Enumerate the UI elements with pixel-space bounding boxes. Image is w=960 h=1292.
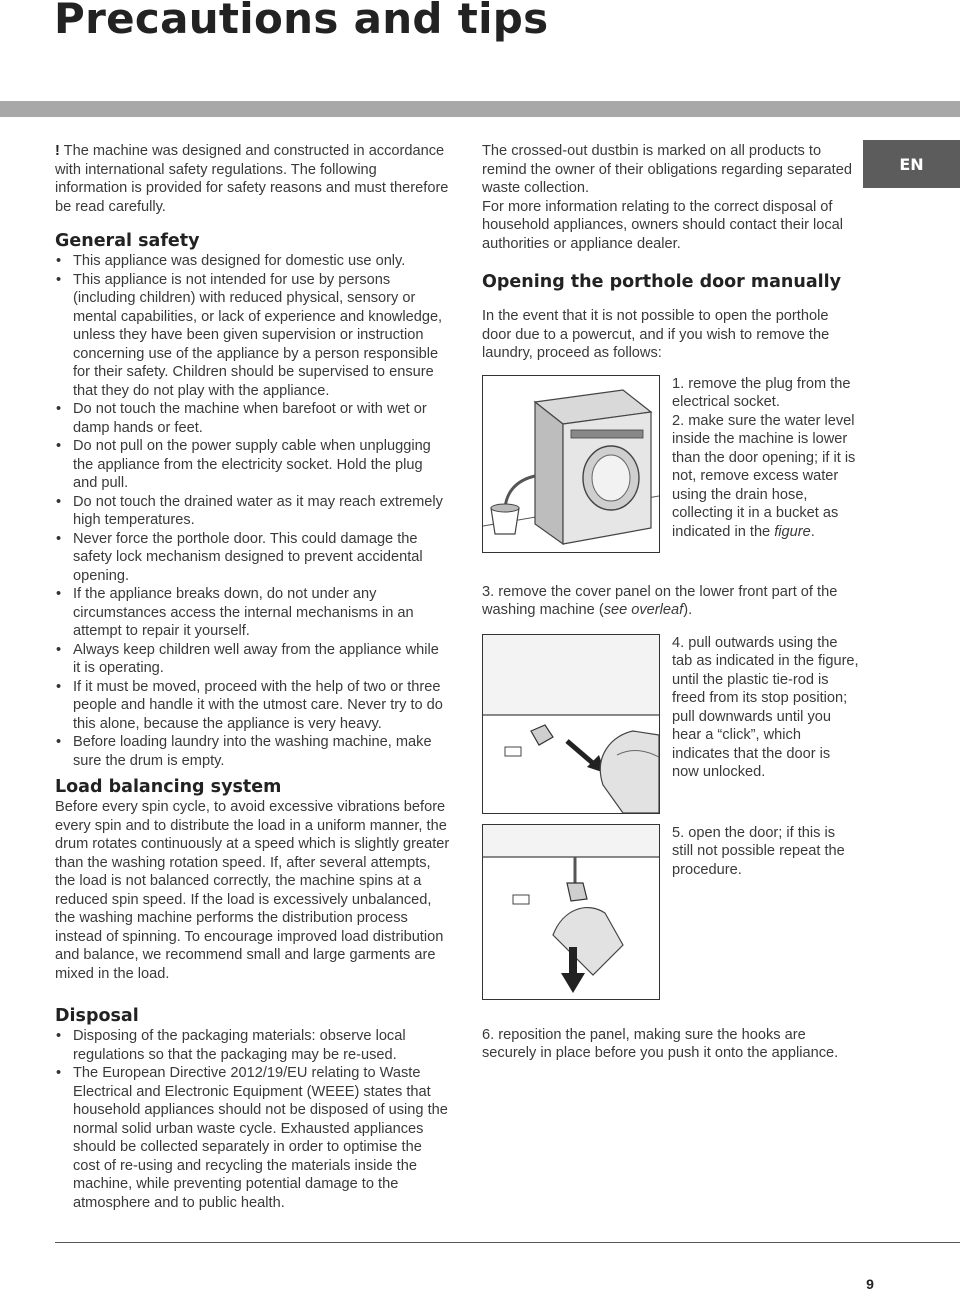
- more-info-paragraph: For more information relating to the correct disposal of household appliances, owners should contact their local authorities or appliance dealer.: [482, 198, 844, 252]
- step-3: [482, 583, 860, 620]
- language-tab: EN: [863, 140, 960, 188]
- header-divider-bar: [0, 101, 960, 117]
- dustbin-paragraph: The crossed-out dustbin is marked on all products to remind the owner of their obligations regarding separated waste collection.: [482, 143, 852, 196]
- list-item: • If it must be moved, proceed with the help of two or three people and handle it with the utmost care. Never try to do this alone, because the appliance is very heavy.: [55, 678, 450, 734]
- step-2-figure-ref: figure: [774, 523, 811, 540]
- disposal-heading: Disposal: [55, 1006, 139, 1026]
- step-1: 1. remove the plug from the electrical socket.: [672, 375, 851, 410]
- list-item: • Never force the porthole door. This could damage the safety lock mechanism designed to prevent accidental opening.: [55, 530, 450, 586]
- general-safety-heading: General safety: [55, 231, 200, 251]
- porthole-heading: Opening the porthole door manually: [482, 272, 842, 292]
- step-6: 6. reposition the panel, making sure the hooks are securely in place before you push it onto the appliance.: [482, 1026, 839, 1061]
- load-balancing-heading: Load balancing system: [55, 777, 282, 797]
- figure-drain-bucket: [482, 375, 660, 553]
- right-column: [482, 142, 860, 1063]
- general-safety-list: [55, 252, 450, 770]
- list-item: • This appliance was designed for domestic use only.: [55, 252, 450, 271]
- page-title: Precautions and tips: [54, 0, 549, 43]
- step-5: 5. open the door; if this is still not possible repeat the procedure.: [672, 824, 845, 878]
- figure-pull-tab: [482, 634, 660, 814]
- steps-1-2-row: [482, 375, 860, 553]
- list-item: • Always keep children well away from the appliance while it is operating.: [55, 641, 450, 678]
- list-item: • If the appliance breaks down, do not under any circumstances access the internal mechanisms in an attempt to repair it yourself.: [55, 585, 450, 641]
- figure-pull-down: [482, 824, 660, 1000]
- step-4: 4. pull outwards using the tab as indicated in the figure, until the plastic tie-rod is freed from its stop position; pull downwards until you hear a “click”, which indicates that the door is now unlocked.: [672, 634, 859, 780]
- list-item: • Disposing of the packaging materials: observe local regulations so that the packaging may be re-used.: [55, 1027, 450, 1064]
- intro-paragraph: [55, 142, 450, 216]
- step-2-text: 2. make sure the water level inside the machine is lower than the door opening; if it is not, remove excess water using the drain hose, collecting it in a bucket as indicated in the: [672, 412, 856, 540]
- pull-down-illustration: [483, 825, 659, 999]
- step-4-row: [482, 634, 860, 814]
- list-item: • Do not touch the machine when barefoot or with wet or damp hands or feet.: [55, 400, 450, 437]
- list-item: • The European Directive 2012/19/EU relating to Waste Electrical and Electronic Equipment (WEEE) states that household appliances should not be disposed of using the normal solid urban waste cycle. Exhausted appliances should be collected separately in order to optimise the cost of re-using and recycling the materials inside the machine, while preventing potential damage to the atmosphere and to public health.: [55, 1064, 450, 1212]
- washing-machine-drain-illustration: [483, 376, 659, 552]
- step-2-end: .: [810, 523, 815, 540]
- list-item: • Before loading laundry into the washing machine, make sure the drum is empty.: [55, 733, 450, 770]
- page-number: 9: [866, 1276, 874, 1292]
- warning-mark: !: [55, 143, 60, 159]
- list-item: • Do not pull on the power supply cable when unplugging the appliance from the electricity socket. Hold the plug and pull.: [55, 437, 450, 493]
- disposal-list: [55, 1027, 450, 1212]
- pull-tab-illustration: [483, 635, 659, 813]
- left-column: [55, 142, 450, 1212]
- step-5-row: [482, 824, 860, 1000]
- intro-text: The machine was designed and constructed in accordance with international safety regulations. The following information is provided for safety reasons and must therefore be read carefully.: [55, 143, 449, 215]
- step-3-end: ).: [683, 602, 693, 618]
- porthole-intro: In the event that it is not possible to open the porthole door due to a powercut, and if you wish to remove the laundry, proceed as follows:: [482, 308, 830, 361]
- list-item: • This appliance is not intended for use by persons (including children) with reduced physical, sensory or mental capabilities, or lack of experience and knowledge, unless they have been given supervision or instruction concerning use of the appliance by a person responsible for their safety. Children should be supervised to ensure that they do not play with the appliance.: [55, 271, 450, 401]
- step-3-ref: see overleaf: [603, 602, 684, 618]
- step-2: [672, 412, 860, 542]
- footer-divider: [55, 1242, 960, 1243]
- list-item: • Do not touch the drained water as it may reach extremely high temperatures.: [55, 493, 450, 530]
- step-3-text: 3. remove the cover panel on the lower front part of the washing machine (: [482, 583, 838, 618]
- load-balancing-text: Before every spin cycle, to avoid excessive vibrations before every spin and to distribute the load in a uniform manner, the drum rotates continuously at a speed which is slightly greater than the washing rotation speed. If, after several attempts, the load is not balanced correctly, the machine spins at a reduced spin speed. If the load is excessively unbalanced, the washing machine performs the distribution process instead of spinning. To encourage improved load distribution and balance, we recommend small and large garments are mixed in the load.: [55, 799, 450, 982]
